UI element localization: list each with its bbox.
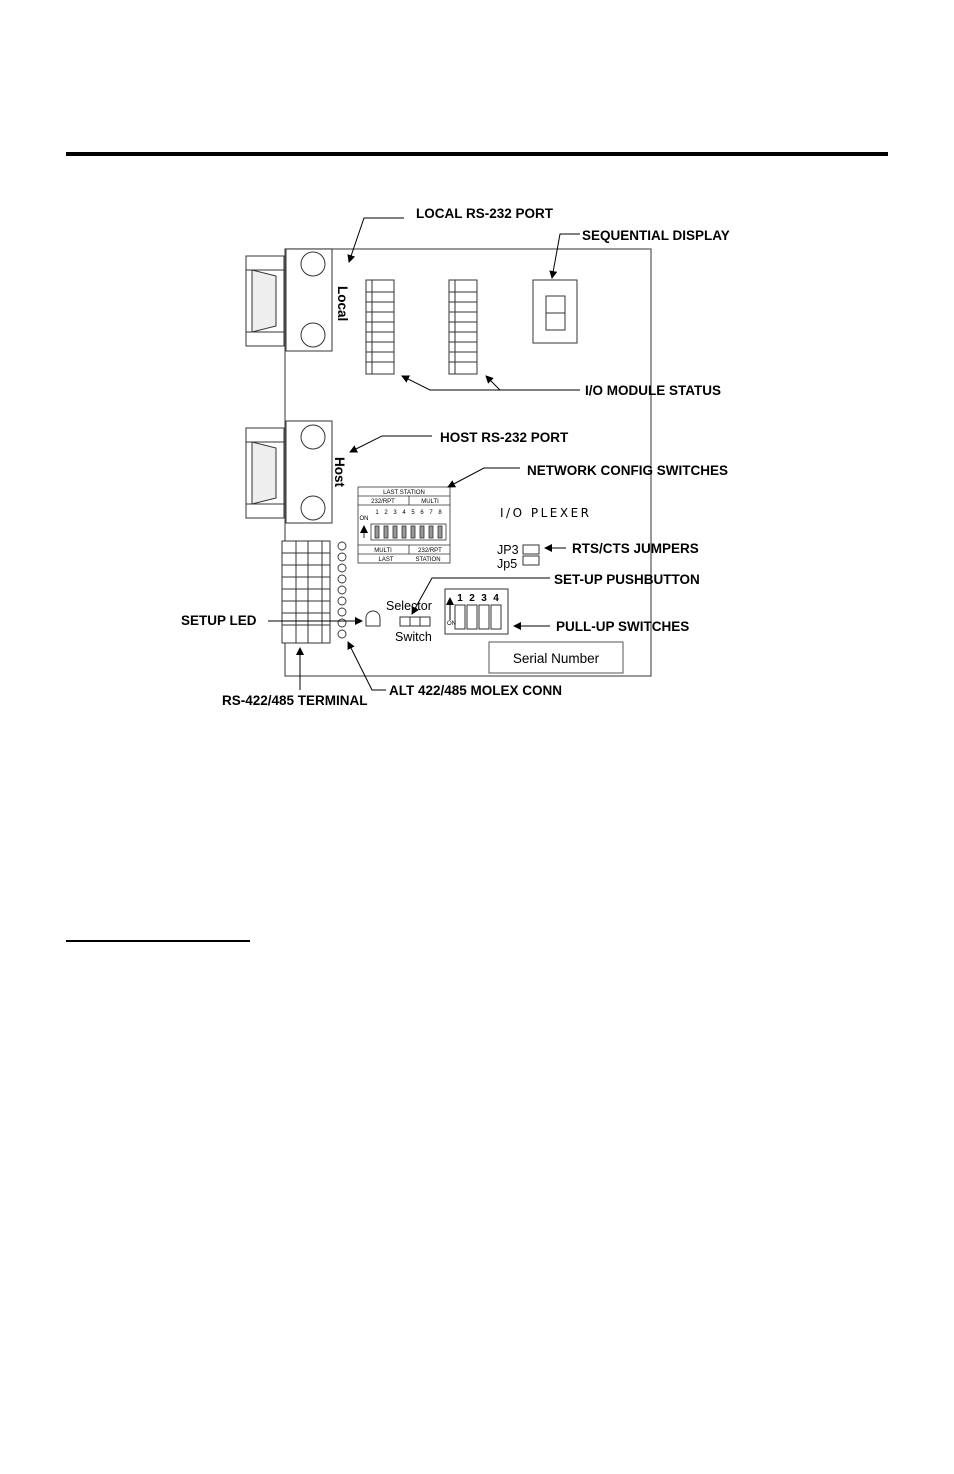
svg-text:2: 2 [384,510,388,516]
svg-text:7: 7 [429,510,433,516]
callout-rs422-terminal: RS-422/485 TERMINAL [222,693,368,708]
callout-alt-molex: ALT 422/485 MOLEX CONN [389,683,563,698]
dip-last-bottom: LAST [378,557,394,563]
svg-text:8: 8 [438,510,442,516]
callout-host-port: HOST RS-232 PORT [440,430,569,445]
callout-rts-cts: RTS/CTS JUMPERS [572,541,699,556]
dip-multi-top: MULTI [421,499,439,505]
callout-sequential-display: SEQUENTIAL DISPLAY [582,228,730,243]
svg-text:1: 1 [457,593,463,604]
svg-text:4: 4 [402,510,406,516]
dip-232rpt-bottom: 232/RPT [418,548,442,554]
host-db9-connector [246,421,332,523]
jp5-label: Jp5 [497,557,518,571]
callout-io-module-status: I/O MODULE STATUS [585,383,721,398]
io-status-bar-1 [366,280,394,374]
svg-text:1: 1 [375,510,379,516]
callout-setup-led: SETUP LED [181,613,257,628]
dip-multi-bottom: MULTI [374,548,392,554]
setup-led [366,611,380,626]
svg-text:4: 4 [493,593,499,604]
dip-last-station-top: LAST STATION [383,490,425,496]
pullup-on-label: ON [447,621,456,627]
callout-local-port: LOCAL RS-232 PORT [416,206,554,221]
jp5-jumper [523,556,539,565]
callout-network-config: NETWORK CONFIG SWITCHES [527,463,728,478]
svg-text:2: 2 [469,593,475,604]
selector-label: Selector [386,599,432,613]
svg-text:3: 3 [393,510,397,516]
jp3-label: JP3 [497,543,519,557]
board-brand-label: I/O PLEXER [500,506,592,520]
callout-setup-pushbutton: SET-UP PUSHBUTTON [554,572,700,587]
jp3-jumper [523,545,539,554]
io-status-bar-2 [449,280,477,374]
dip-station-bottom: STATION [415,557,441,563]
local-db9-connector [246,249,332,351]
callout-pullup: PULL-UP SWITCHES [556,619,690,634]
selector-switch [400,617,430,626]
dip-232rpt-top: 232/RPT [371,499,395,505]
serial-number-label: Serial Number [512,651,600,666]
switch-label: Switch [395,630,432,644]
molex-connector-pins [338,542,346,638]
host-label: Host [332,457,347,487]
svg-text:3: 3 [481,593,487,604]
svg-text:6: 6 [420,510,424,516]
rs422-terminal-block [282,541,330,643]
seven-segment-display [533,280,577,343]
svg-text:5: 5 [411,510,415,516]
local-label: Local [335,286,350,322]
dip-on-label: ON [359,516,369,522]
